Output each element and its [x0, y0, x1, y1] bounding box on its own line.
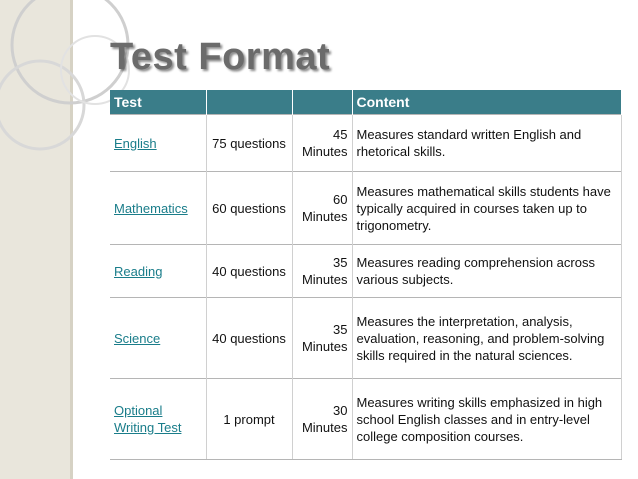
time-cell: 35 Minutes [292, 245, 352, 298]
test-cell [110, 245, 206, 298]
test-link-english[interactable]: English [114, 135, 157, 151]
test-cell [110, 379, 206, 460]
header-test: Test [110, 90, 206, 115]
count-cell: 60 questions [206, 172, 292, 245]
header-time [292, 90, 352, 115]
count-cell: 1 prompt [206, 379, 292, 460]
test-cell [110, 172, 206, 245]
sidebar-edge [70, 0, 73, 479]
count-cell: 75 questions [206, 115, 292, 172]
test-link-science[interactable]: Science [114, 330, 161, 346]
table-header-row [110, 90, 621, 115]
test-cell [110, 298, 206, 379]
page-title: Test Format [110, 36, 331, 78]
time-cell: 60 Minutes [292, 172, 352, 245]
test-link-optional-writing[interactable]: Optional Writing Test [114, 403, 182, 435]
table-row [110, 115, 621, 172]
content-cell: Measures writing skills emphasized in high school English classes and in entry-level college composition courses. [352, 379, 621, 460]
count-cell: 40 questions [206, 245, 292, 298]
table-row [110, 245, 621, 298]
time-cell: 30 Minutes [292, 379, 352, 460]
test-cell [110, 115, 206, 172]
sidebar-panel [0, 0, 70, 479]
content-cell: Measures standard written English and rhetorical skills. [352, 115, 621, 172]
content-cell: Measures the interpretation, analysis, evaluation, reasoning, and problem-solving skills required in the natural sciences. [352, 298, 621, 379]
test-link-mathematics[interactable]: Mathematics [114, 200, 188, 216]
time-cell: 45 Minutes [292, 115, 352, 172]
content-cell: Measures reading comprehension across various subjects. [352, 245, 621, 298]
test-format-table [110, 90, 622, 460]
test-link-reading[interactable]: Reading [114, 263, 163, 279]
table-row [110, 172, 621, 245]
header-count [206, 90, 292, 115]
content-cell: Measures mathematical skills students have typically acquired in courses taken up to trigonometry. [352, 172, 621, 245]
table-row [110, 379, 621, 460]
header-content: Content [352, 90, 621, 115]
count-cell: 40 questions [206, 298, 292, 379]
time-cell: 35 Minutes [292, 298, 352, 379]
table-row [110, 298, 621, 379]
